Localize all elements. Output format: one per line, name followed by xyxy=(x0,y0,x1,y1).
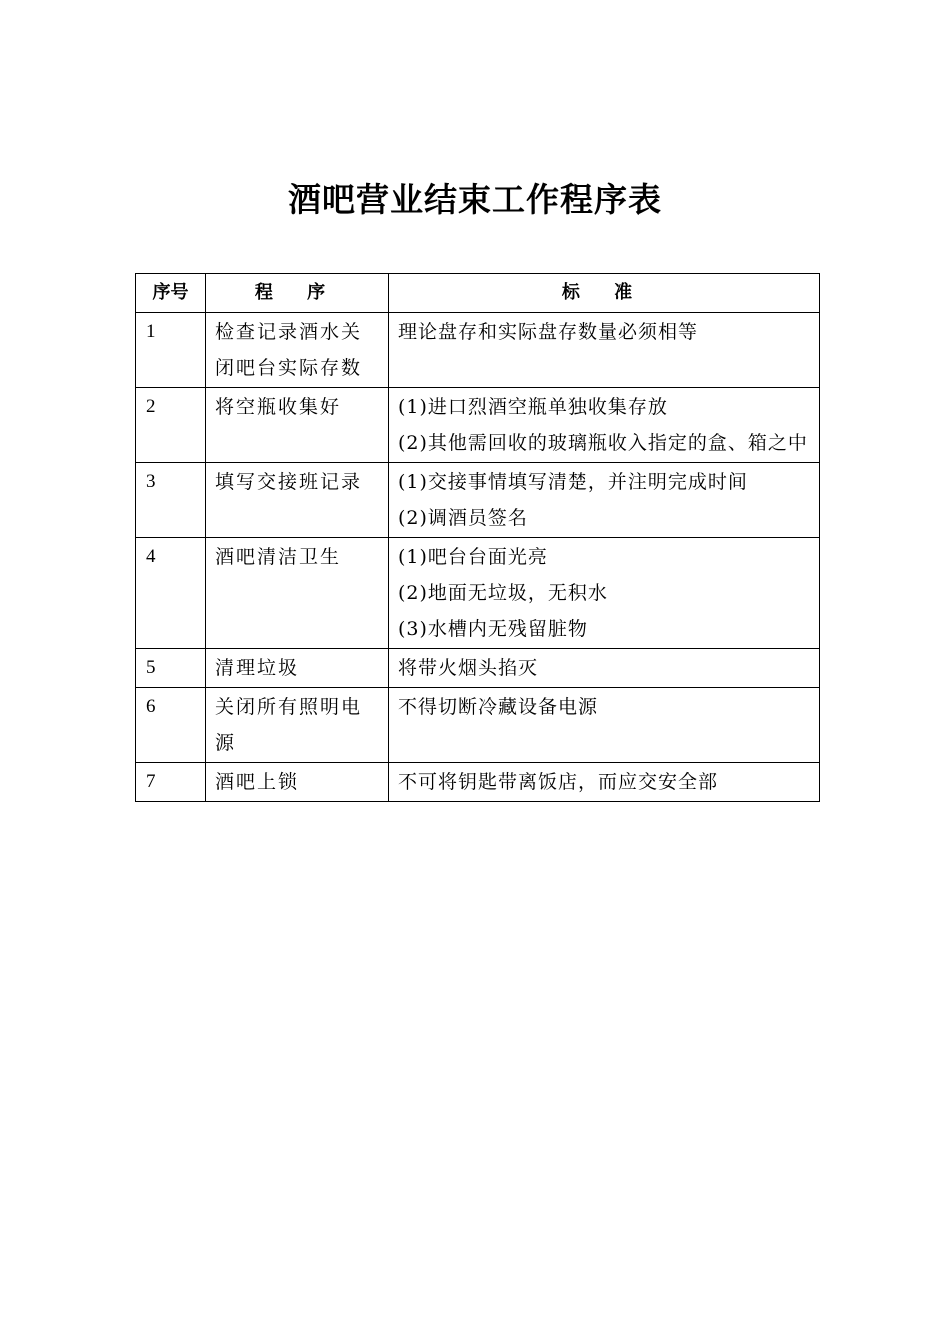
row-standard xyxy=(389,538,820,649)
standard-line: (1)吧台台面光亮 xyxy=(398,546,548,568)
row-standard xyxy=(389,463,820,538)
row-procedure: 清理垃圾 xyxy=(206,649,389,688)
row-standard xyxy=(389,649,820,688)
row-number: 2 xyxy=(136,388,206,463)
standard-line: 将带火烟头掐灭 xyxy=(398,657,539,679)
standard-line: (1)交接事情填写清楚，并注明完成时间 xyxy=(398,471,748,493)
row-number: 7 xyxy=(136,763,206,802)
table-row xyxy=(136,538,820,649)
standard-line: (2)调酒员签名 xyxy=(398,507,528,529)
standard-line: (1)进口烈酒空瓶单独收集存放 xyxy=(398,396,668,418)
row-standard xyxy=(389,763,820,802)
row-standard xyxy=(389,388,820,463)
row-number: 5 xyxy=(136,649,206,688)
standard-line: 理论盘存和实际盘存数量必须相等 xyxy=(398,321,699,343)
standard-line: 不得切断冷藏设备电源 xyxy=(398,696,599,718)
table-row xyxy=(136,388,820,463)
row-procedure: 填写交接班记录 xyxy=(206,463,389,538)
procedure-table xyxy=(135,273,820,802)
row-procedure: 酒吧清洁卫生 xyxy=(206,538,389,649)
row-procedure: 关闭所有照明电源 xyxy=(206,688,389,763)
table-header-row xyxy=(136,274,820,313)
header-procedure: 程 序 xyxy=(206,274,389,313)
row-number: 4 xyxy=(136,538,206,649)
page-title: 酒吧营业结束工作程序表 xyxy=(288,180,662,219)
row-standard xyxy=(389,688,820,763)
table-row xyxy=(136,763,820,802)
table-row xyxy=(136,688,820,763)
row-number: 3 xyxy=(136,463,206,538)
table-row xyxy=(136,649,820,688)
row-standard xyxy=(389,313,820,388)
row-procedure: 酒吧上锁 xyxy=(206,763,389,802)
table-row xyxy=(136,313,820,388)
row-procedure: 将空瓶收集好 xyxy=(206,388,389,463)
header-standard: 标 准 xyxy=(389,274,820,313)
table-row xyxy=(136,463,820,538)
standard-line: (2)地面无垃圾，无积水 xyxy=(398,582,608,604)
header-number: 序号 xyxy=(136,274,206,313)
standard-line: (2)其他需回收的玻璃瓶收入指定的盒、箱之中 xyxy=(398,432,808,454)
row-procedure: 检查记录酒水关闭吧台实际存数 xyxy=(206,313,389,388)
standard-line: (3)水槽内无残留脏物 xyxy=(398,618,588,640)
row-number: 1 xyxy=(136,313,206,388)
row-number: 6 xyxy=(136,688,206,763)
standard-line: 不可将钥匙带离饭店，而应交安全部 xyxy=(398,771,719,793)
